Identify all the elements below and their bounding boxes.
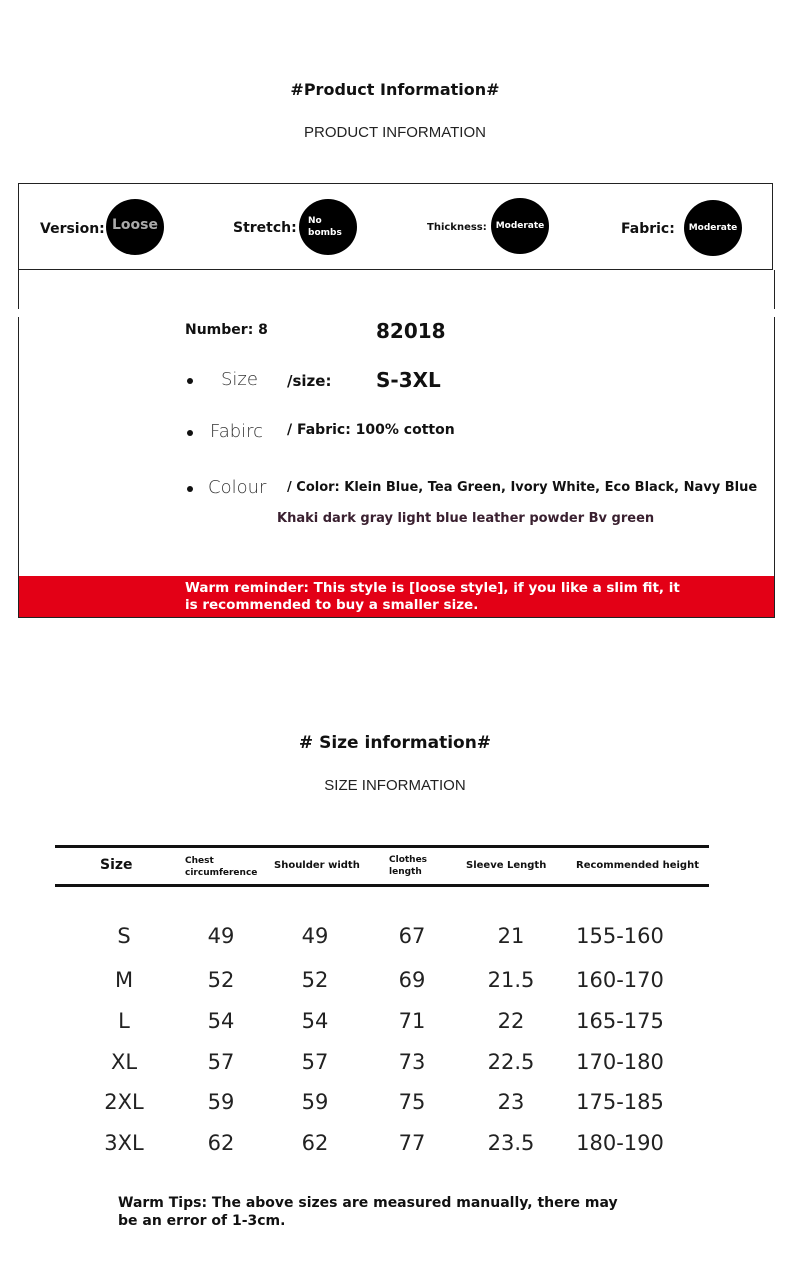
table-cell: 57: [207, 1050, 235, 1074]
fabric-attr-label: Fabric:: [621, 221, 675, 237]
table-cell: 23.5: [487, 1131, 535, 1155]
table-cell: 22.5: [487, 1050, 535, 1074]
table-cell: 75: [398, 1090, 426, 1114]
table-cell: 54: [207, 1009, 235, 1033]
table-cell: 73: [398, 1050, 426, 1074]
table-cell: 52: [207, 968, 235, 992]
version-badge: [106, 199, 164, 255]
table-cell: 22: [497, 1009, 525, 1033]
header-height: Recommended height: [576, 860, 699, 871]
colour-value-continued: Khaki dark gray light blue leather powder Bv green: [277, 511, 655, 526]
table-cell: L: [118, 1009, 130, 1033]
table-cell: 23: [497, 1090, 525, 1114]
table-cell: 160-170: [576, 968, 664, 992]
header-sleeve: Sleeve Length: [466, 860, 547, 871]
panel-gap: [18, 309, 775, 317]
size-info-subtitle: SIZE INFORMATION: [324, 777, 466, 794]
warm-tips: Warm Tips: The above sizes are measured manually, there may be an error of 1-3cm.: [118, 1195, 618, 1229]
stretch-value: No bombs: [308, 216, 342, 238]
table-cell: 52: [301, 968, 329, 992]
size-info-title: # Size information#: [298, 733, 492, 753]
colour-value: / Color: Klein Blue, Tea Green, Ivory White, Eco Black, Navy Blue: [287, 480, 758, 495]
product-info-title: #Product Information#: [290, 80, 500, 99]
table-cell: 57: [301, 1050, 329, 1074]
version-label: Version:: [40, 221, 105, 237]
warning-text: Warm reminder: This style is [loose style], if you like a slim fit, it is recommended to buy a smaller size.: [185, 580, 680, 613]
table-cell: S: [117, 924, 131, 948]
fabric-badge: [684, 200, 742, 256]
colour-label: Colour: [208, 477, 267, 498]
number-value: 82018: [376, 319, 446, 343]
table-cell: 62: [207, 1131, 235, 1155]
size-value: S-3XL: [376, 368, 441, 392]
table-cell: 67: [398, 924, 426, 948]
thickness-value: Moderate: [495, 221, 545, 231]
stretch-badge: [299, 199, 357, 255]
table-cell: 49: [301, 924, 329, 948]
table-cell: 62: [301, 1131, 329, 1155]
number-label: Number: 8: [185, 322, 268, 338]
table-cell: 71: [398, 1009, 426, 1033]
thickness-label: Thickness:: [427, 222, 487, 233]
table-cell: 3XL: [104, 1131, 144, 1155]
table-cell: 180-190: [576, 1131, 664, 1155]
table-cell: 21.5: [487, 968, 535, 992]
table-cell: 59: [207, 1090, 235, 1114]
table-cell: 49: [207, 924, 235, 948]
table-cell: 77: [398, 1131, 426, 1155]
product-info-subtitle: PRODUCT INFORMATION: [304, 124, 486, 141]
header-length: Clothes length: [389, 855, 428, 877]
bullet-icon: [187, 378, 193, 384]
table-cell: M: [114, 968, 134, 992]
table-cell: 21: [497, 924, 525, 948]
size-label: Size: [221, 369, 258, 390]
fabric-label: Fabirc: [210, 421, 264, 442]
table-cell: 170-180: [576, 1050, 664, 1074]
fabric-attr-value: Moderate: [688, 223, 738, 233]
table-cell: XL: [110, 1050, 138, 1074]
table-cell: 175-185: [576, 1090, 664, 1114]
thickness-badge: [491, 198, 549, 254]
version-value: Loose: [112, 217, 158, 233]
table-cell: 54: [301, 1009, 329, 1033]
table-top-rule: [55, 845, 709, 848]
table-cell: 69: [398, 968, 426, 992]
header-chest: Chest circumference: [185, 856, 258, 878]
table-header-rule: [55, 884, 709, 887]
size-key: /size:: [287, 372, 332, 390]
stretch-label: Stretch:: [233, 220, 297, 236]
fabric-value: / Fabric: 100% cotton: [287, 422, 455, 438]
bullet-icon: [187, 430, 193, 436]
table-cell: 155-160: [576, 924, 664, 948]
table-cell: 59: [301, 1090, 329, 1114]
bullet-icon: [187, 486, 193, 492]
header-shoulder: Shoulder width: [274, 860, 360, 871]
header-size: Size: [100, 857, 133, 873]
table-cell: 2XL: [104, 1090, 144, 1114]
table-cell: 165-175: [576, 1009, 664, 1033]
